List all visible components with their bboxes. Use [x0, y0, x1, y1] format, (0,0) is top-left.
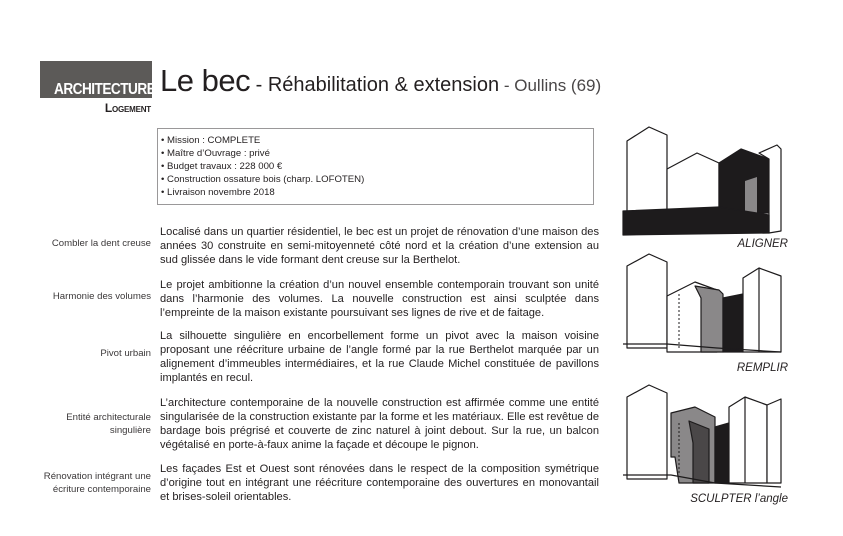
section-label: Pivot urbain — [100, 348, 151, 359]
project-location: Oullins (69) — [514, 76, 602, 95]
diagram-caption: ALIGNER — [737, 238, 788, 250]
info-item: • Mission : COMPLETE — [161, 134, 593, 147]
title-separator: - — [250, 74, 268, 96]
header-subcategory: Logement — [104, 101, 151, 115]
section-text: Le projet ambitionne la création d’un nouvel ensemble contemporain trouvant son unité dans l’harmonie des volumes. La nouvelle construction est ainsi sculptée dans l’empreinte de la maison existante poursuivant ses lignes de rive et de faitage. — [160, 279, 599, 319]
diagram-caption: REMPLIR — [736, 362, 788, 374]
diagram-caption: SCULPTER l’angle — [690, 493, 788, 505]
title-separator-2: - — [499, 76, 515, 95]
project-subtitle: Réhabilitation & extension — [267, 74, 500, 96]
project-info-box — [157, 128, 594, 205]
section-label: Combler la dent creuse — [51, 238, 151, 249]
section-label: Entité architecturale singulière — [66, 412, 151, 436]
project-name: Le bec — [160, 63, 251, 98]
info-item: • Maître d’Ouvrage : privé — [161, 147, 593, 160]
section-text: Localisé dans un quartier résidentiel, le bec est un projet de rénovation d’une maison des années 30 construite en semi-mitoyenneté côté nord et la création d’une extension au sud glissée dans le vide formant dent creuse sur la Berthelot. — [160, 226, 599, 266]
section-text: Les façades Est et Ouest sont rénovées dans le respect de la composition symétrique d’origine tout en intégrant une réécriture contemporaine des ouvertures en monovantail et brises-soleil orientables. — [160, 463, 599, 503]
aligner-diagram-icon — [619, 123, 789, 235]
section-label: Harmonie des volumes — [52, 291, 151, 302]
info-item: • Budget travaux : 228 000 € — [161, 160, 593, 173]
info-item: • Livraison novembre 2018 — [161, 186, 593, 199]
info-item: • Construction ossature bois (charp. LOFOTEN) — [161, 173, 593, 186]
header-category: ARCHITECTURE — [54, 81, 156, 98]
section-text: L’architecture contemporaine de la nouvelle construction est affirmée comme une entité singularisée de la construction existante par la forme et les matériaux. Elle est revêtue de bardage bois prégrisé et couverte de zinc naturel à joint debout. Sur la rue, un balcon végétalisé en porte-à-faux anime la façade et découpe le pignon. — [160, 397, 599, 451]
sculpter-diagram-icon — [619, 383, 789, 493]
remplir-diagram-icon — [619, 252, 789, 360]
section-label: Rénovation intégrant une écriture contemporaine — [43, 471, 151, 495]
section-text: La silhouette singulière en encorbellement forme un pivot avec la maison voisine proposant une réécriture urbaine de l’angle formé par la rue Berthelot marquée par un alignement d’immeubles intermédiaires, et la rue Claude Michel constituée de pavillons implantés en recul. — [160, 330, 599, 384]
page-title — [160, 63, 601, 99]
